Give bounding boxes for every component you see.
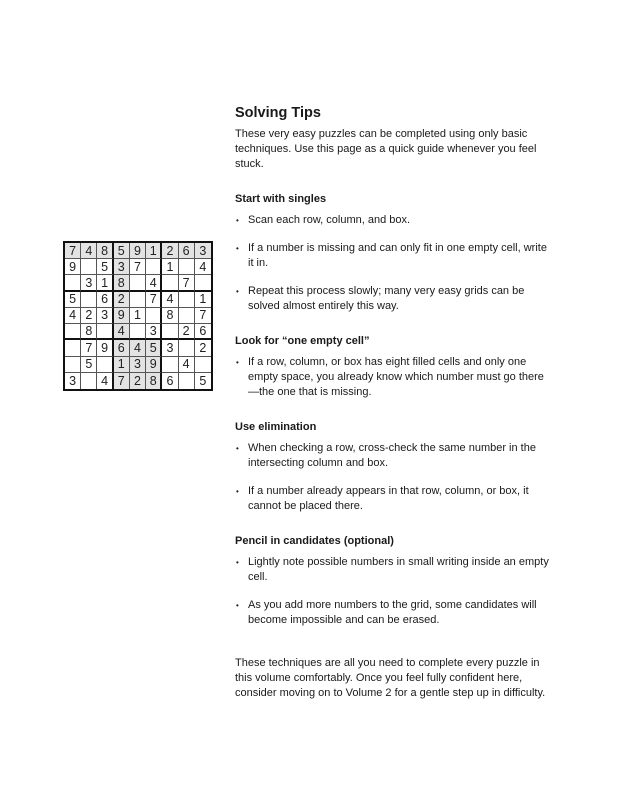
sudoku-cell [162, 324, 178, 340]
sudoku-cell [162, 275, 178, 291]
intro-text: These very easy puzzles can be completed using only basic techniques. Use this page as a quick guide whenever you feel stuck. [235, 128, 537, 170]
sudoku-cell: 2 [81, 308, 97, 324]
sudoku-cell [97, 357, 113, 373]
section-singles [235, 192, 553, 314]
sudoku-grid [63, 241, 213, 391]
sudoku-cell: 3 [65, 373, 81, 389]
sudoku-cell: 3 [81, 275, 97, 291]
sudoku-cell: 2 [162, 243, 178, 259]
sudoku-cell [195, 275, 211, 291]
sudoku-cell: 1 [114, 357, 130, 373]
sudoku-cell: 1 [146, 243, 162, 259]
sudoku-cell: 6 [114, 340, 130, 356]
sudoku-cell: 4 [179, 357, 195, 373]
bullet-item: • As you add more numbers to the grid, some candidates will become impossible and can be erased. [235, 598, 553, 628]
sudoku-cell: 7 [65, 243, 81, 259]
sudoku-cell: 4 [81, 243, 97, 259]
sudoku-cell [195, 357, 211, 373]
sudoku-cell: 1 [97, 275, 113, 291]
bullet-item: • Scan each row, column, and box. [235, 213, 553, 228]
section-elimination [235, 420, 553, 514]
sudoku-cell: 3 [162, 340, 178, 356]
section-heading: Look for “one empty cell” [235, 335, 370, 347]
sudoku-cell [65, 340, 81, 356]
sudoku-cell [81, 259, 97, 275]
sudoku-cell: 1 [162, 259, 178, 275]
sudoku-cell [65, 324, 81, 340]
tips-column [235, 104, 553, 701]
sudoku-cell: 6 [179, 243, 195, 259]
section-one-empty-cell [235, 334, 553, 400]
sudoku-cell [179, 308, 195, 324]
sudoku-cell: 9 [146, 357, 162, 373]
section-heading: Start with singles [235, 193, 327, 205]
sudoku-cell: 7 [195, 308, 211, 324]
sudoku-cell: 9 [65, 259, 81, 275]
bullet-item: • If a number is missing and can only fit in one empty cell, write it in. [235, 241, 553, 271]
sudoku-cell [179, 292, 195, 308]
section-heading: Pencil in candidates (optional) [235, 535, 394, 547]
sudoku-cell: 2 [195, 340, 211, 356]
sudoku-cell [179, 373, 195, 389]
sudoku-cell [130, 324, 146, 340]
sudoku-cell: 8 [162, 308, 178, 324]
sudoku-cell [130, 292, 146, 308]
sudoku-cell [179, 259, 195, 275]
sudoku-cell [65, 357, 81, 373]
sudoku-cell [130, 275, 146, 291]
sudoku-cell: 7 [114, 373, 130, 389]
sudoku-cell: 1 [130, 308, 146, 324]
sudoku-cell: 3 [97, 308, 113, 324]
sudoku-cell: 2 [130, 373, 146, 389]
sudoku-cell: 4 [65, 308, 81, 324]
sudoku-cell: 4 [97, 373, 113, 389]
sudoku-cell: 1 [195, 292, 211, 308]
sudoku-cell: 5 [97, 259, 113, 275]
sudoku-cell: 7 [81, 340, 97, 356]
closing-text: These techniques are all you need to complete every puzzle in this volume comfortably. Once you feel fully confident here, consider moving on to Volume 2 for a gentle step up in difficulty. [235, 657, 546, 699]
sudoku-cell: 9 [114, 308, 130, 324]
sudoku-cell: 4 [162, 292, 178, 308]
sudoku-cell: 7 [146, 292, 162, 308]
sudoku-cell: 5 [114, 243, 130, 259]
sudoku-cell: 6 [162, 373, 178, 389]
sudoku-cell: 2 [179, 324, 195, 340]
sudoku-cell: 2 [114, 292, 130, 308]
sudoku-cell: 4 [195, 259, 211, 275]
sudoku-cell: 3 [195, 243, 211, 259]
sudoku-cell: 3 [130, 357, 146, 373]
sudoku-cell: 8 [146, 373, 162, 389]
sudoku-cell [162, 357, 178, 373]
bullet-item: • Repeat this process slowly; many very easy grids can be solved almost entirely this way. [235, 284, 553, 314]
sudoku-cell: 5 [65, 292, 81, 308]
sudoku-cell [65, 275, 81, 291]
sudoku-cell: 4 [130, 340, 146, 356]
sudoku-cell [146, 308, 162, 324]
sudoku-cell: 4 [146, 275, 162, 291]
sudoku-cell [81, 373, 97, 389]
sudoku-cell: 8 [114, 275, 130, 291]
sudoku-cell: 3 [114, 259, 130, 275]
section-candidates [235, 534, 553, 628]
sudoku-cell [97, 324, 113, 340]
sudoku-cell: 5 [146, 340, 162, 356]
sudoku-cell: 3 [146, 324, 162, 340]
sudoku-cell [81, 292, 97, 308]
sudoku-cell: 9 [130, 243, 146, 259]
sudoku-cell: 6 [97, 292, 113, 308]
bullet-item: • When checking a row, cross-check the same number in the intersecting column and box. [235, 441, 553, 471]
sudoku-cell [179, 340, 195, 356]
sudoku-cell: 4 [114, 324, 130, 340]
page-title: Solving Tips [235, 105, 321, 121]
section-heading: Use elimination [235, 421, 317, 433]
bullet-item: • If a number already appears in that row, column, or box, it cannot be placed there. [235, 484, 553, 514]
sudoku-cell: 9 [97, 340, 113, 356]
sudoku-cell: 7 [130, 259, 146, 275]
sudoku-cell: 8 [97, 243, 113, 259]
bullet-item: • If a row, column, or box has eight filled cells and only one empty space, you already know which number must go there—the one that is missing. [235, 355, 553, 400]
sudoku-cell: 5 [199, 373, 207, 388]
sudoku-cell [146, 259, 162, 275]
sudoku-cell: 8 [81, 324, 97, 340]
sudoku-cell: 7 [179, 275, 195, 291]
sudoku-cell: 6 [195, 324, 211, 340]
bullet-item: • Lightly note possible numbers in small writing inside an empty cell. [235, 555, 553, 585]
sudoku-cell: 5 [81, 357, 97, 373]
